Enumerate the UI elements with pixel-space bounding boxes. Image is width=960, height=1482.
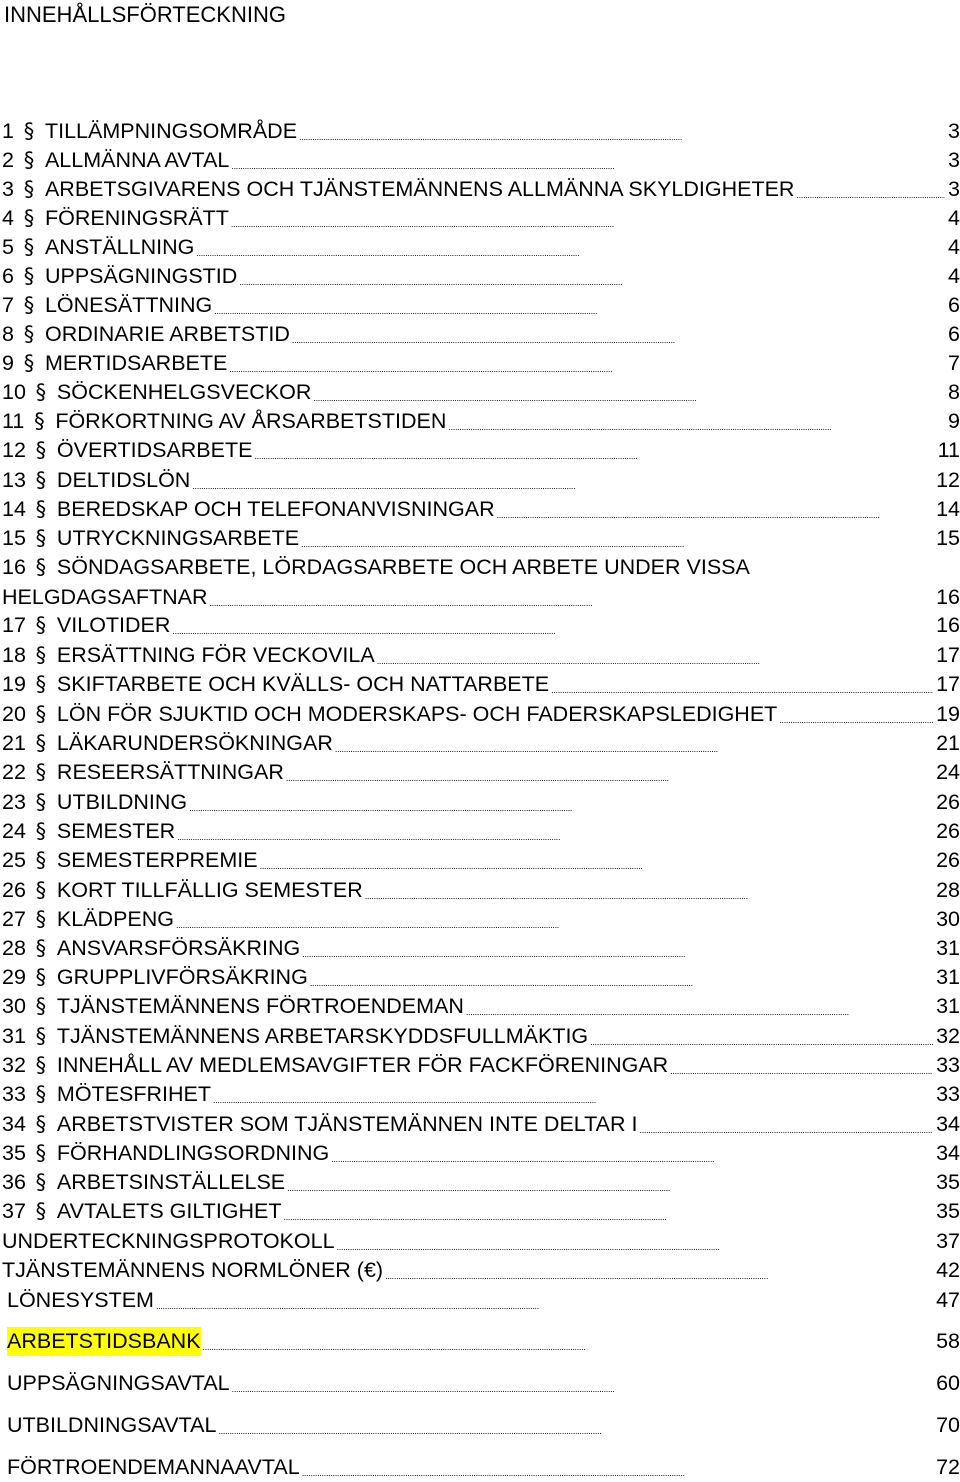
section-title: UPPSÄGNINGSTID xyxy=(44,264,238,288)
section-title: MERTIDSARBETE xyxy=(44,351,228,375)
page-number: 28 xyxy=(936,878,960,902)
section-symbol: § xyxy=(35,790,47,814)
section-symbol: § xyxy=(35,994,47,1018)
section-title: AVTALETS GILTIGHET xyxy=(56,1199,282,1223)
dot-leader xyxy=(331,1139,933,1168)
section-number: 35 xyxy=(2,1141,26,1165)
toc-entry[interactable] xyxy=(2,1110,960,1139)
section-number: 32 xyxy=(2,1053,26,1077)
toc-entry[interactable] xyxy=(2,905,960,934)
page-title: INNEHÅLLSFÖRTECKNING xyxy=(4,2,286,27)
page-number: 6 xyxy=(948,322,960,346)
toc-entry[interactable] xyxy=(2,175,960,204)
section-title: ARBETSINSTÄLLELSE xyxy=(56,1170,286,1194)
dot-leader xyxy=(590,1022,933,1051)
section-title: BEREDSKAP OCH TELEFONANVISNINGAR xyxy=(56,497,495,521)
dot-leader xyxy=(796,175,945,204)
page-number: 37 xyxy=(936,1229,960,1253)
dot-leader xyxy=(239,262,945,291)
section-title: TILLÄMPNINGSOMRÅDE xyxy=(44,119,298,143)
page-number: 26 xyxy=(936,790,960,814)
page-number: 34 xyxy=(936,1112,960,1136)
section-title: GRUPPLIVFÖRSÄKRING xyxy=(56,965,308,989)
toc-entry[interactable] xyxy=(2,407,960,436)
toc-entry[interactable] xyxy=(2,1051,960,1080)
section-symbol: § xyxy=(35,965,47,989)
section-title: ANSTÄLLNING xyxy=(44,235,195,259)
section-symbol: § xyxy=(35,907,47,931)
page-number: 16 xyxy=(936,613,960,637)
toc-entry[interactable] xyxy=(2,262,960,291)
section-symbol: § xyxy=(35,643,47,667)
dot-leader xyxy=(213,1080,933,1109)
dot-leader xyxy=(260,846,933,875)
section-title: ORDINARIE ARBETSTID xyxy=(44,322,290,346)
dot-leader xyxy=(231,204,945,233)
section-number: 8 xyxy=(2,322,14,346)
page-number: 31 xyxy=(936,965,960,989)
page-number: 42 xyxy=(936,1258,960,1282)
section-symbol: § xyxy=(35,526,47,550)
toc-entry[interactable] xyxy=(2,1168,960,1197)
page-number: 35 xyxy=(936,1170,960,1194)
section-title: FÖRHANDLINGSORDNING xyxy=(56,1141,330,1165)
section-symbol: § xyxy=(35,936,47,960)
toc-entry[interactable] xyxy=(2,670,960,699)
appendix-title: ARBETSTIDSBANK xyxy=(7,1327,201,1356)
section-symbol: § xyxy=(35,468,47,492)
section-number: 29 xyxy=(2,965,26,989)
dot-leader xyxy=(551,670,933,699)
appendix-title: FÖRTROENDEMANNAAVTAL xyxy=(7,1455,300,1479)
section-title: SKIFTARBETE OCH KVÄLLS- OCH NATTARBETE xyxy=(56,672,550,696)
section-number: 34 xyxy=(2,1112,26,1136)
section-number: 33 xyxy=(2,1082,26,1106)
section-symbol: § xyxy=(35,848,47,872)
section-number: 23 xyxy=(2,790,26,814)
appendix-title: UTBILDNINGSAVTAL xyxy=(7,1413,217,1437)
dot-leader xyxy=(302,934,933,963)
toc-entry[interactable] xyxy=(2,846,960,875)
section-symbol: § xyxy=(35,878,47,902)
section-number: 10 xyxy=(2,380,26,404)
page-number: 26 xyxy=(936,819,960,843)
page-number: 70 xyxy=(936,1413,960,1437)
toc-entry[interactable] xyxy=(2,117,960,146)
dot-leader xyxy=(203,1327,934,1356)
section-symbol: § xyxy=(23,322,35,346)
dot-leader xyxy=(313,378,945,407)
page-number: 34 xyxy=(936,1141,960,1165)
section-symbol: § xyxy=(35,672,47,696)
section-number: 20 xyxy=(2,702,26,726)
page-number: 9 xyxy=(948,409,960,433)
section-symbol: § xyxy=(35,1170,47,1194)
section-symbol: § xyxy=(23,235,35,259)
section-title: SEMESTERPREMIE xyxy=(56,848,258,872)
section-title: SEMESTER xyxy=(56,819,176,843)
dot-leader xyxy=(335,729,933,758)
toc-entry[interactable] xyxy=(2,817,960,846)
section-title: DELTIDSLÖN xyxy=(56,468,191,492)
section-symbol: § xyxy=(23,264,35,288)
page-number: 17 xyxy=(936,672,960,696)
page-number: 3 xyxy=(948,148,960,172)
section-number: 36 xyxy=(2,1170,26,1194)
section-title: LÖNESÄTTNING xyxy=(44,293,213,317)
section-title: MÖTESFRIHET xyxy=(56,1082,212,1106)
page-number: 30 xyxy=(936,907,960,931)
section-number: 6 xyxy=(2,264,14,288)
section-title: RESEERSÄTTNINGAR xyxy=(56,760,284,784)
toc-entry[interactable] xyxy=(2,1197,960,1226)
page-number: 24 xyxy=(936,760,960,784)
dot-leader xyxy=(299,117,945,146)
section-number: 30 xyxy=(2,994,26,1018)
appendix-entry[interactable] xyxy=(2,1256,960,1285)
section-number: 18 xyxy=(2,643,26,667)
dot-leader xyxy=(254,436,934,465)
appendix-entry[interactable] xyxy=(7,1411,960,1440)
page-number: 6 xyxy=(948,293,960,317)
dot-leader xyxy=(284,1197,934,1226)
toc-entry[interactable] xyxy=(2,1022,960,1051)
section-number: 2 xyxy=(2,148,14,172)
section-title: ARBETSGIVARENS OCH TJÄNSTEMÄNNENS ALLMÄNNA SKYLDIGHETER xyxy=(44,177,795,201)
page-number: 19 xyxy=(936,702,960,726)
dot-leader xyxy=(177,817,933,846)
dot-leader xyxy=(337,1227,934,1256)
section-symbol: § xyxy=(35,702,47,726)
dot-leader xyxy=(377,641,933,670)
section-number: 37 xyxy=(2,1199,26,1223)
toc-entry[interactable] xyxy=(2,146,960,175)
section-title: FÖRENINGSRÄTT xyxy=(44,206,229,230)
page-number: 31 xyxy=(936,994,960,1018)
dot-leader xyxy=(229,349,945,378)
section-symbol: § xyxy=(35,1024,47,1048)
section-number: 12 xyxy=(2,438,26,462)
dot-leader xyxy=(448,407,945,436)
toc-entry[interactable] xyxy=(2,291,960,320)
toc-entry[interactable] xyxy=(2,349,960,378)
page-number: 8 xyxy=(948,380,960,404)
section-title: KLÄDPENG xyxy=(56,907,175,931)
appendix-entry[interactable] xyxy=(7,1453,960,1482)
dot-leader xyxy=(214,291,945,320)
section-symbol: § xyxy=(35,731,47,755)
section-symbol: § xyxy=(35,819,47,843)
dot-leader xyxy=(385,1256,933,1285)
section-title: UTRYCKNINGSARBETE xyxy=(56,526,300,550)
section-number: 1 xyxy=(2,119,14,143)
dot-leader xyxy=(172,611,933,640)
section-symbol: § xyxy=(23,293,35,317)
section-number: 19 xyxy=(2,672,26,696)
toc-entry[interactable] xyxy=(2,1139,960,1168)
page-number: 4 xyxy=(948,235,960,259)
page-number: 33 xyxy=(936,1082,960,1106)
toc-entry[interactable] xyxy=(2,611,960,640)
section-symbol: § xyxy=(35,555,47,579)
dot-leader xyxy=(232,1369,933,1398)
toc-entry[interactable] xyxy=(2,436,960,465)
section-title: SÖCKENHELGSVECKOR xyxy=(56,380,312,404)
appendix-title: UNDERTECKNINGSPROTOKOLL xyxy=(2,1229,335,1253)
section-title: ÖVERTIDSARBETE xyxy=(56,438,253,462)
toc-entry[interactable] xyxy=(2,1080,960,1109)
section-symbol: § xyxy=(23,148,35,172)
dot-leader xyxy=(292,320,945,349)
section-number: 15 xyxy=(2,526,26,550)
toc-entry[interactable] xyxy=(2,934,960,963)
section-number: 7 xyxy=(2,293,14,317)
page-number: 21 xyxy=(936,731,960,755)
toc-entry[interactable] xyxy=(2,758,960,787)
toc-entry[interactable] xyxy=(2,992,960,1021)
dot-leader xyxy=(301,524,933,553)
dot-leader xyxy=(192,466,933,495)
section-symbol: § xyxy=(23,206,35,230)
section-number: 11 xyxy=(2,409,25,433)
section-title: UTBILDNING xyxy=(56,790,188,814)
page-number: 17 xyxy=(936,643,960,667)
section-title: TJÄNSTEMÄNNENS ARBETARSKYDDSFULLMÄKTIG xyxy=(56,1024,589,1048)
section-title: TJÄNSTEMÄNNENS FÖRTROENDEMAN xyxy=(56,994,464,1018)
page-number: 58 xyxy=(936,1329,960,1353)
toc-entry[interactable] xyxy=(2,378,960,407)
dot-leader xyxy=(231,146,945,175)
section-number: 27 xyxy=(2,907,26,931)
page-number: 26 xyxy=(936,848,960,872)
toc-entry[interactable] xyxy=(2,700,960,729)
toc-entry[interactable] xyxy=(2,963,960,992)
dot-leader xyxy=(466,992,933,1021)
section-number: 5 xyxy=(2,235,14,259)
toc-entry[interactable] xyxy=(2,876,960,905)
toc-entry-continuation[interactable] xyxy=(2,583,960,612)
dot-leader xyxy=(365,876,933,905)
section-number: 26 xyxy=(2,878,26,902)
section-title-continuation: HELGDAGSAFTNAR xyxy=(2,585,208,609)
section-number: 22 xyxy=(2,760,26,784)
dot-leader xyxy=(670,1051,933,1080)
section-title: VILOTIDER xyxy=(56,613,171,637)
appendix-title: TJÄNSTEMÄNNENS NORMLÖNER (€) xyxy=(2,1258,384,1282)
section-number: 3 xyxy=(2,177,14,201)
toc-entry[interactable] xyxy=(2,204,960,233)
toc-entry[interactable] xyxy=(2,729,960,758)
page-number: 11 xyxy=(937,438,960,462)
section-number: 21 xyxy=(2,731,26,755)
dot-leader xyxy=(302,1453,933,1482)
page-number: 33 xyxy=(936,1053,960,1077)
section-number: 25 xyxy=(2,848,26,872)
section-title: INNEHÅLL AV MEDLEMSAVGIFTER FÖR FACKFÖRENINGAR xyxy=(56,1053,669,1077)
toc-entry[interactable] xyxy=(2,641,960,670)
appendix-title: LÖNESYSTEM xyxy=(7,1288,154,1312)
section-symbol: § xyxy=(35,1141,47,1165)
dot-leader xyxy=(196,233,945,262)
toc-entry[interactable] xyxy=(2,233,960,262)
page-number: 60 xyxy=(936,1371,960,1395)
page-number: 31 xyxy=(936,936,960,960)
dot-leader xyxy=(209,583,933,612)
section-title: KORT TILLFÄLLIG SEMESTER xyxy=(56,878,363,902)
page-number: 3 xyxy=(948,177,960,201)
toc-entry[interactable] xyxy=(2,524,960,553)
dot-leader xyxy=(189,788,933,817)
section-symbol: § xyxy=(23,351,35,375)
appendix-entry[interactable] xyxy=(2,1227,960,1256)
page-number: 4 xyxy=(948,264,960,288)
page-number: 47 xyxy=(936,1288,960,1312)
dot-leader xyxy=(640,1110,934,1139)
section-symbol: § xyxy=(23,119,35,143)
section-title: LÖN FÖR SJUKTID OCH MODERSKAPS- OCH FADERSKAPSLEDIGHET xyxy=(56,702,778,726)
section-number: 24 xyxy=(2,819,26,843)
page-number: 15 xyxy=(936,526,960,550)
section-title: SÖNDAGSARBETE, LÖRDAGSARBETE OCH ARBETE UNDER VISSA xyxy=(56,555,750,579)
section-number: 17 xyxy=(2,613,26,637)
page-number: 14 xyxy=(936,497,960,521)
section-symbol: § xyxy=(35,497,47,521)
appendix-entry[interactable] xyxy=(7,1327,960,1356)
dot-leader xyxy=(176,905,933,934)
toc-entry[interactable] xyxy=(2,495,960,524)
dot-leader xyxy=(218,1411,933,1440)
dot-leader xyxy=(286,758,933,787)
section-title: LÄKARUNDERSÖKNINGAR xyxy=(56,731,333,755)
page-number: 4 xyxy=(948,206,960,230)
section-number: 13 xyxy=(2,468,26,492)
section-title: FÖRKORTNING AV ÅRSARBETSTIDEN xyxy=(55,409,447,433)
section-number: 31 xyxy=(2,1024,26,1048)
section-symbol: § xyxy=(35,760,47,784)
section-title: ARBETSTVISTER SOM TJÄNSTEMÄNNEN INTE DELTAR I xyxy=(56,1112,638,1136)
page-number: 32 xyxy=(936,1024,960,1048)
page-number: 12 xyxy=(936,468,960,492)
section-symbol: § xyxy=(35,613,47,637)
dot-leader xyxy=(779,700,933,729)
toc-entry[interactable] xyxy=(2,466,960,495)
section-symbol: § xyxy=(35,380,47,404)
appendix-title: UPPSÄGNINGSAVTAL xyxy=(7,1371,230,1395)
section-symbol: § xyxy=(35,1112,47,1136)
page-number: 7 xyxy=(948,351,960,375)
page-number: 16 xyxy=(936,585,960,609)
dot-leader xyxy=(310,963,933,992)
section-symbol: § xyxy=(23,177,35,201)
section-number: 28 xyxy=(2,936,26,960)
section-number: 16 xyxy=(2,555,26,579)
toc-entry[interactable] xyxy=(2,553,960,582)
page-number: 3 xyxy=(948,119,960,143)
section-number: 9 xyxy=(2,351,14,375)
section-symbol: § xyxy=(35,1199,47,1223)
section-number: 14 xyxy=(2,497,26,521)
dot-leader xyxy=(287,1168,933,1197)
section-symbol: § xyxy=(35,1053,47,1077)
appendix-entry[interactable] xyxy=(7,1286,960,1315)
section-number: 4 xyxy=(2,206,14,230)
toc-entry[interactable] xyxy=(2,788,960,817)
dot-leader xyxy=(497,495,933,524)
page-number: 35 xyxy=(936,1199,960,1223)
toc-entry[interactable] xyxy=(2,320,960,349)
section-symbol: § xyxy=(35,438,47,462)
appendix-entry[interactable] xyxy=(7,1369,960,1398)
dot-leader xyxy=(156,1286,933,1315)
section-title: ERSÄTTNING FÖR VECKOVILA xyxy=(56,643,375,667)
section-title: ANSVARSFÖRSÄKRING xyxy=(56,936,301,960)
page-number: 72 xyxy=(936,1455,960,1479)
section-symbol: § xyxy=(35,1082,47,1106)
section-title: ALLMÄNNA AVTAL xyxy=(44,148,230,172)
section-symbol: § xyxy=(34,409,45,433)
